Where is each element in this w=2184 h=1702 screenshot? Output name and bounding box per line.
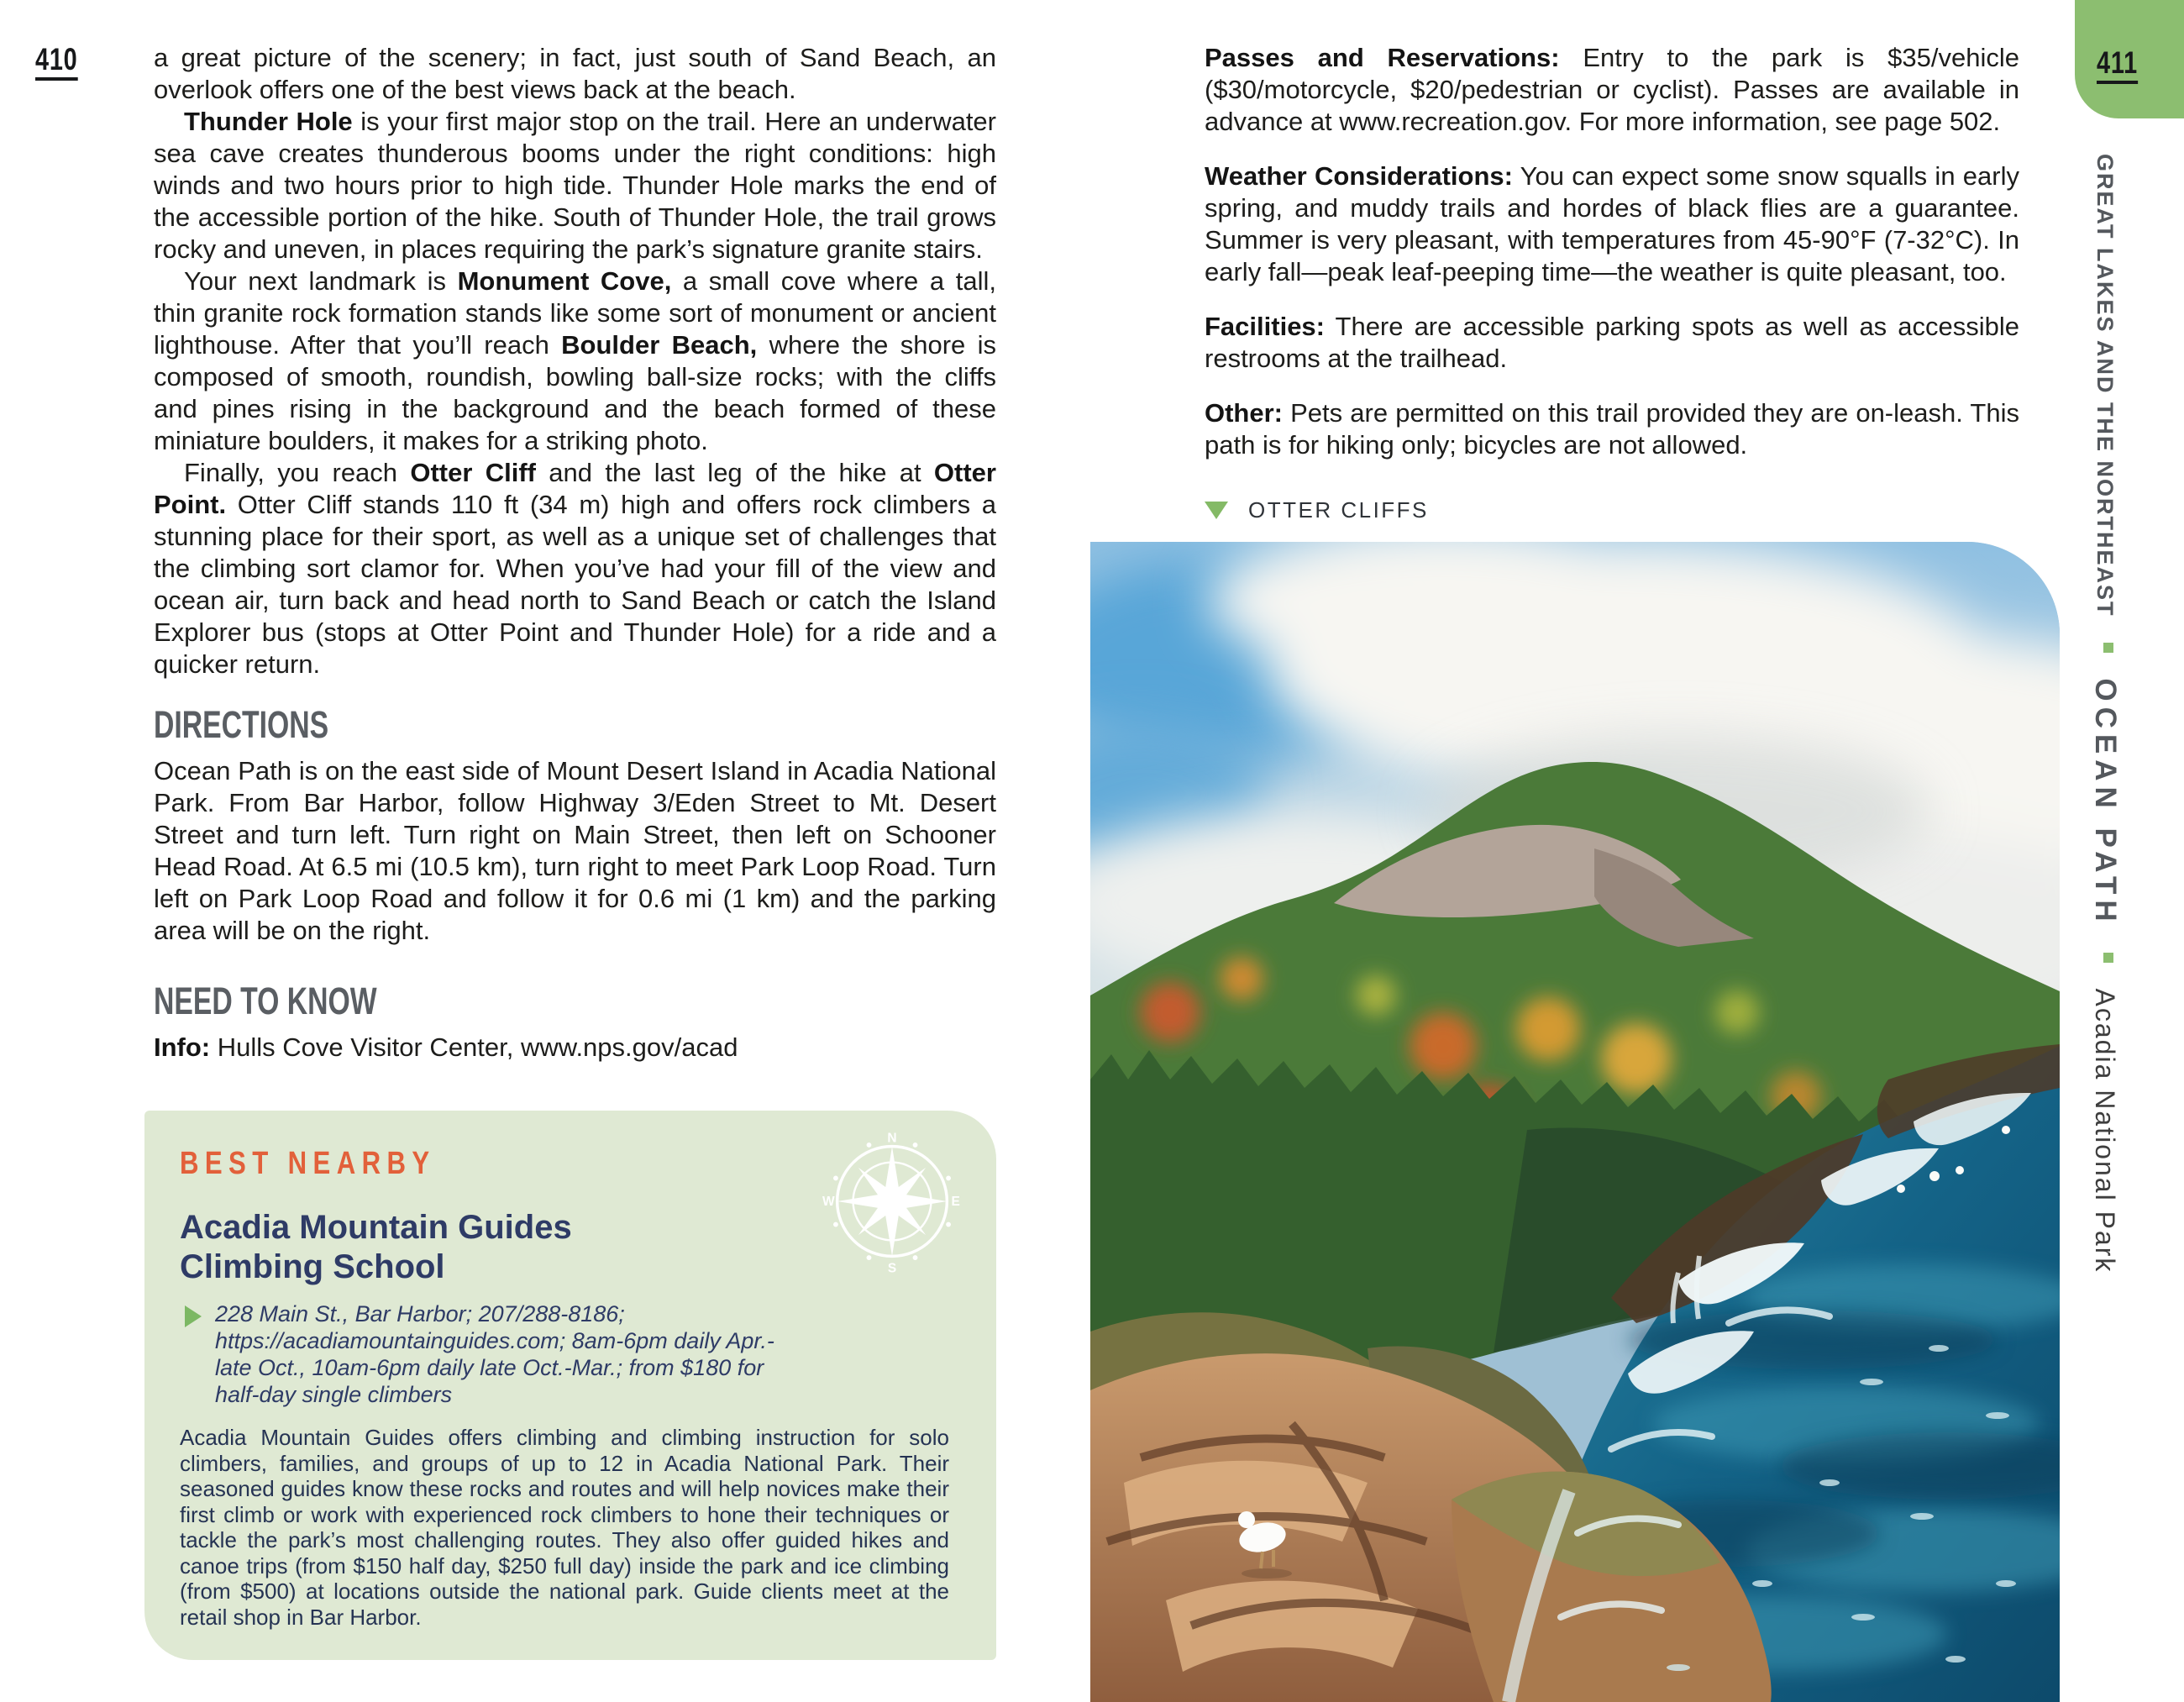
page-number-left-value: 410 — [35, 44, 77, 81]
page-number-right-value: 411 — [2097, 47, 2138, 84]
intro-paragraph: a great picture of the scenery; in fact, just south of Sand Beach, an overlook offers one of the best views back at the beach. — [154, 43, 996, 104]
facilities-label: Facilities: — [1205, 312, 1325, 341]
right-column — [1205, 42, 2019, 484]
left-column — [154, 42, 996, 1660]
facilities-section — [1205, 311, 2019, 375]
otter-cliffs-photo — [1090, 542, 2060, 1702]
weather-section — [1205, 160, 2019, 288]
facilities-text: There are accessible parking spots as well as accessible restrooms at the trailhead. — [1205, 312, 2019, 373]
compass-rose-icon — [820, 1129, 964, 1274]
other-label: Other: — [1205, 398, 1283, 428]
page-number-left — [35, 44, 90, 81]
bullet-triangle-icon — [185, 1305, 202, 1327]
passes-label: Passes and Reservations: — [1205, 43, 1560, 72]
separator-square-icon — [2103, 953, 2113, 963]
bold-term-monument-cove: Monument Cove, — [457, 266, 672, 296]
thunder-hole-text: is your first major stop on the trail. Here an underwater sea cave creates thunderous booms under the right conditions: high winds and two hours prior to high tide. Thunder Hole marks the end of the accessible portion of the hike. South of Thunder Hole, the trail grows rocky and uneven, in places requiring the park’s signature granite stairs. — [154, 107, 996, 264]
bold-term-boulder-beach: Boulder Beach, — [561, 330, 758, 360]
need-to-know-heading: NEED TO KNOW — [154, 980, 377, 1022]
otter-cliff-t1: Finally, you reach — [184, 458, 411, 487]
otter-cliff-paragraph — [154, 457, 996, 680]
otter-cliff-t3: Otter Cliff stands 110 ft (34 m) high and offers rock climbers a stunning place for their sport, as well as a unique set of challenges that the climbing sort clamor for. When you’ve had your fill of the view and ocean air, turn back and head north to Sand Beach or catch the Island Explorer bus (stops at Otter Point and Thunder Hole) for a ride and a quicker return. — [154, 490, 996, 679]
other-text: Pets are permitted on this trail provided they are on-leash. This path is for hiking only; bicycles are not allowed. — [1205, 398, 2019, 460]
info-line — [154, 1032, 996, 1064]
page-tab — [2075, 0, 2184, 118]
bold-term-otter-cliff: Otter Cliff — [410, 458, 536, 487]
caption-triangle-icon — [1205, 502, 1228, 519]
compass-w-label: W — [822, 1195, 835, 1210]
best-nearby-box — [144, 1111, 996, 1660]
directions-heading: DIRECTIONS — [154, 703, 329, 746]
info-label: Info: — [154, 1032, 211, 1062]
otter-cliff-t2: and the last leg of the hike at — [536, 458, 934, 487]
best-nearby-title-line1: Acadia Mountain Guides — [180, 1209, 572, 1246]
bold-term-thunder-hole: Thunder Hole — [184, 107, 353, 136]
photo-caption — [1205, 499, 1429, 521]
weather-text: You can expect some snow squalls in early spring, and muddy trails and hordes of black flies are a guarantee. Summer is very pleasant, with temperatures from 45-90°F (7-32°C). In early fall—peak leaf-peeping time—the weather is quite pleasant, too. — [1205, 161, 2019, 286]
separator-square-icon — [2103, 643, 2113, 653]
monument-cove-t2: a small cove where a tall, thin granite rock formation stands like some sort of monument or ancient lighthouse. After that you’ll reach — [154, 266, 996, 360]
photo-caption-text: OTTER CLIFFS — [1248, 497, 1429, 523]
compass-s-label: S — [887, 1261, 897, 1274]
best-nearby-details-text: 228 Main St., Bar Harbor; 207/288-8186; https://acadiamountainguides.com; 8am-6pm daily Apr.-late Oct., 10am-6pm daily late Oct.-Mar.; from $180 for half-day single climbers — [215, 1301, 774, 1407]
passes-text: Entry to the park is $35/vehicle ($30/motorcycle, $20/pedestrian or cyclist). Passes are available in advance at www.recreation.gov. For more information, see page 502. — [1205, 43, 2019, 136]
weather-label: Weather Considerations: — [1205, 161, 1513, 191]
other-section — [1205, 397, 2019, 461]
monument-cove-t1: Your next landmark is — [184, 266, 458, 296]
sidebar-chapter-label: GREAT LAKES AND THE NORTHEAST — [2092, 154, 2118, 617]
best-nearby-heading: BEST NEARBY — [180, 1146, 436, 1181]
best-nearby-details — [180, 1300, 949, 1408]
sidebar — [2088, 154, 2122, 1683]
best-nearby-title-line2: Climbing School — [180, 1248, 445, 1285]
thunder-hole-paragraph — [154, 106, 996, 265]
info-text: Hulls Cove Visitor Center, www.nps.gov/acad — [210, 1032, 738, 1062]
monument-cove-paragraph — [154, 265, 996, 457]
sidebar-trail-label: OCEAN PATH — [2089, 678, 2122, 927]
directions-body: Ocean Path is on the east side of Mount Desert Island in Acadia National Park. From Bar Harbor, follow Highway 3/Eden Street to Mt. Desert Street and turn left. Turn right on Main Street, then left on Schooner Head Road. At 6.5 mi (10.5 km), turn right to meet Park Loop Road. Turn left on Park Loop Road and follow it for 0.6 mi (1 km) and the parking area will be on the right. — [154, 756, 996, 945]
sidebar-park-label: Acadia National Park — [2090, 988, 2120, 1274]
monument-cove-t3: where the shore is composed of smooth, roundish, bowling ball-size rocks; with the cliffs and pines rising in the background and the beach formed of these miniature boulders, it makes for a striking photo. — [154, 330, 996, 455]
compass-n-label: N — [887, 1131, 897, 1146]
bold-term-otter-point: Otter Point. — [154, 458, 996, 519]
passes-section — [1205, 42, 2019, 138]
compass-e-label: E — [951, 1195, 960, 1210]
best-nearby-body: Acadia Mountain Guides offers climbing and climbing instruction for solo climbers, families, and groups of up to 12 in Acadia National Park. Their seasoned guides know these rocks and routes and will help novices make their first climb or work with experienced rock climbers to hone their techniques or tackle the park’s most challenging routes. They also offer guided hikes and canoe trips (from $150 half day, $250 full day) inside the park and ice climbing (from $500) at locations outside the national park. Guide clients meet at the retail shop in Bar Harbor. — [180, 1425, 949, 1630]
